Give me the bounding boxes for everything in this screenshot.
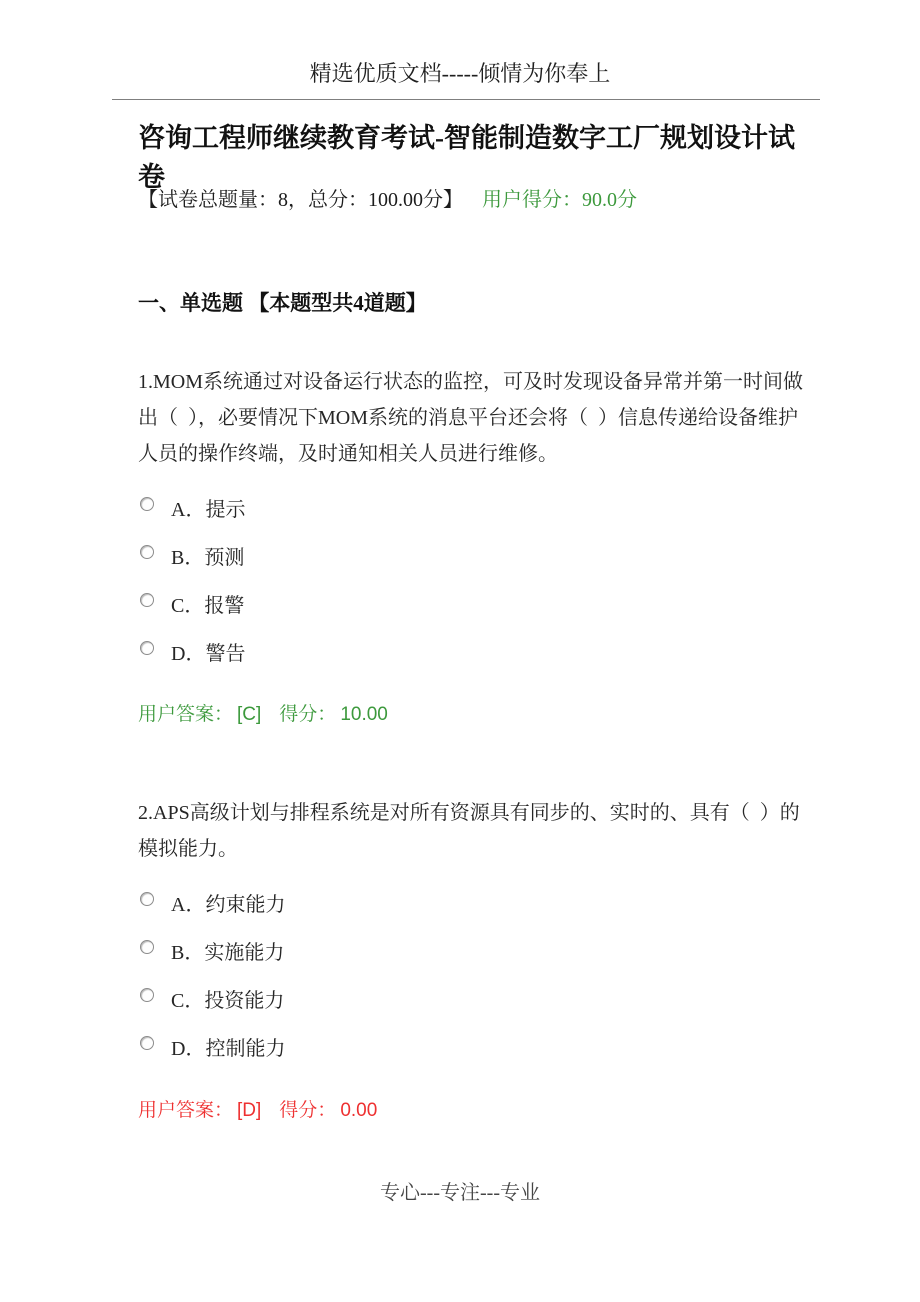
radio-button-icon[interactable] (140, 497, 154, 511)
answer-prefix: 用户答案： (138, 1100, 234, 1121)
answer-prefix: 用户答案： (138, 704, 234, 725)
score-label: 得分： (279, 1100, 337, 1121)
score-label: 得分： (279, 704, 337, 725)
radio-button-icon[interactable] (140, 545, 154, 559)
option-label: A．提示 (171, 498, 246, 521)
question-1-text: 1.MOM系统通过对设备运行状态的监控，可及时发现设备异常并第一时间做出（ ），必要情况下MOM系统的消息平台还会将（ ）信息传递给设备维护人员的操作终端，及时通知相关人员进行维修。 (138, 371, 804, 465)
header-slogan: 精选优质文档-----倾情为你奉上 (309, 61, 611, 86)
option-label: D．控制能力 (171, 1037, 286, 1060)
answer-value: [D] (237, 1100, 262, 1121)
user-score-label: 用户得分： (482, 189, 582, 211)
question-2-answer-line (138, 1095, 838, 1122)
radio-button-icon[interactable] (140, 641, 154, 655)
radio-button-icon[interactable] (140, 892, 154, 906)
radio-button-icon[interactable] (140, 593, 154, 607)
option-label: C．投资能力 (171, 989, 285, 1012)
exam-summary (138, 183, 838, 212)
user-score (482, 189, 637, 211)
score-value: 10.00 (340, 704, 388, 725)
user-score-value: 90.0分 (582, 189, 637, 211)
header-divider (112, 99, 820, 100)
radio-button-icon[interactable] (140, 988, 154, 1002)
option-label: C．报警 (171, 594, 245, 617)
option-label: B．预测 (171, 546, 245, 569)
option-label: D．警告 (171, 642, 246, 665)
question-2-option-a[interactable] (140, 887, 285, 917)
question-1-options (140, 492, 245, 666)
summary-info: 【试卷总题量：8，总分：100.00分】 (138, 189, 463, 211)
option-label: A．约束能力 (171, 893, 286, 916)
score-value: 0.00 (340, 1100, 378, 1121)
question-2-option-c[interactable] (140, 983, 285, 1013)
question-1-option-b[interactable] (140, 540, 245, 570)
question-2-text: 2.APS高级计划与排程系统是对所有资源具有同步的、实时的、具有（ ）的模拟能力。 (138, 802, 800, 860)
radio-button-icon[interactable] (140, 1036, 154, 1050)
footer-slogan: 专心---专注---专业 (380, 1182, 540, 1204)
question-1-option-a[interactable] (140, 492, 245, 522)
answer-value: [C] (237, 704, 262, 725)
question-2-option-b[interactable] (140, 935, 285, 965)
question-2-options (140, 887, 285, 1061)
option-label: B．实施能力 (171, 941, 285, 964)
question-1-answer-line (138, 699, 838, 726)
section-heading: 一、单选题 【本题型共4道题】 (138, 291, 427, 315)
question-1-option-d[interactable] (140, 636, 245, 666)
radio-button-icon[interactable] (140, 940, 154, 954)
question-2-option-d[interactable] (140, 1031, 285, 1061)
exam-title: 咨询工程师继续教育考试-智能制造数字工厂规划设计试卷 (138, 123, 795, 192)
question-1-option-c[interactable] (140, 588, 245, 618)
